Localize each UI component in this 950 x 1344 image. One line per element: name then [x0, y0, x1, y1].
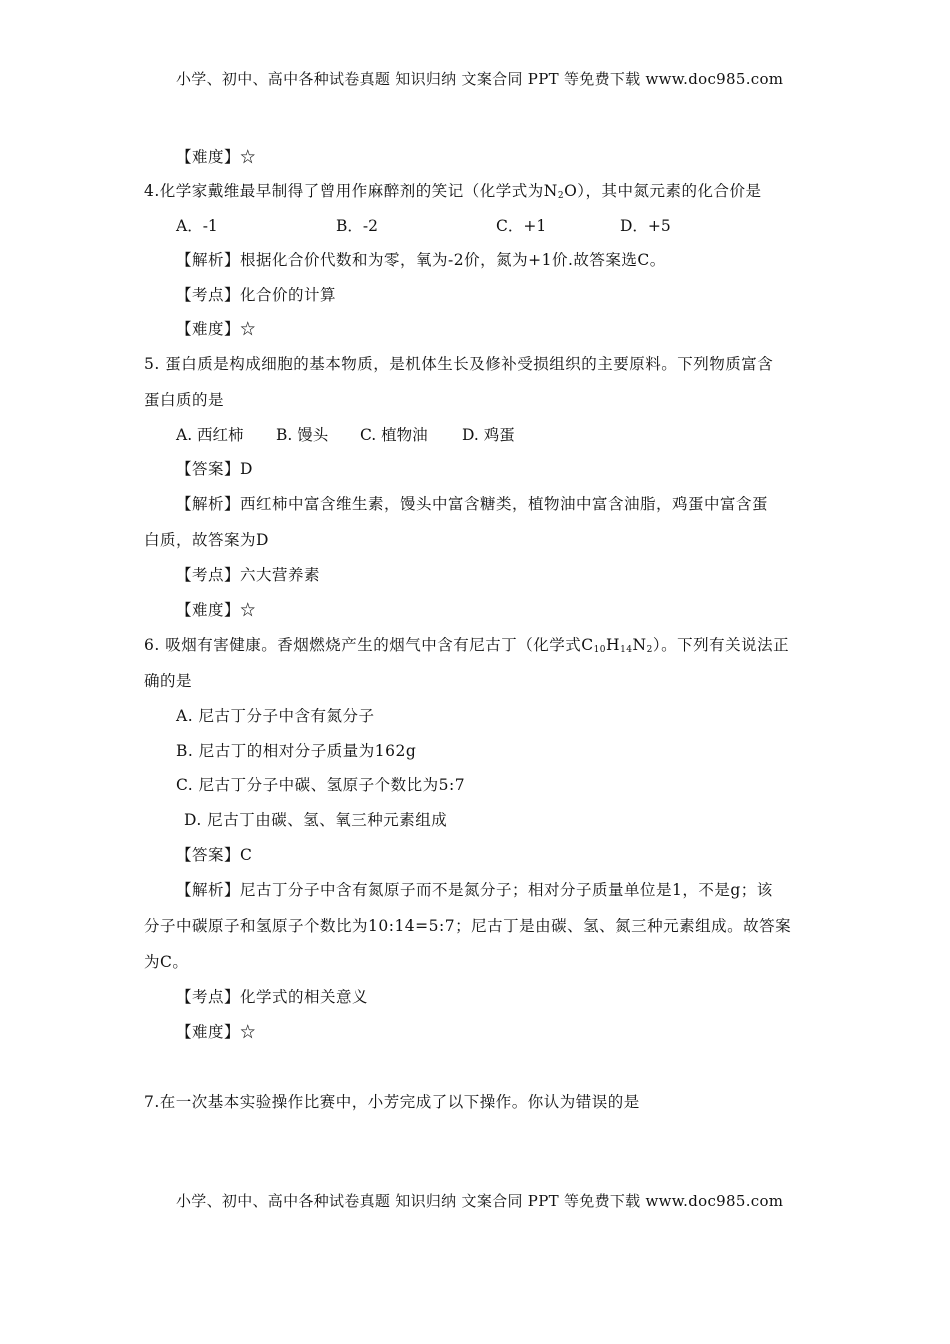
q6-option-b: B. 尼古丁的相对分子质量为162g [176, 742, 417, 760]
q4-option-c: C．+1 [496, 217, 547, 235]
q5-point: 【考点】六大营养素 [176, 566, 321, 584]
q5-option-a: A. 西红柿 [176, 426, 244, 444]
q4-option-b: B．-2 [336, 217, 378, 235]
q6-analysis-line1: 【解析】尼古丁分子中含有氮原子而不是氮分子；相对分子质量单位是1，不是g；该 [176, 881, 773, 899]
q5-options [176, 425, 576, 445]
q4-point: 【考点】化合价的计算 [176, 286, 337, 304]
q4-analysis: 【解析】根据化合价代数和为零，氧为-2价，氮为+1价.故答案选C。 [176, 251, 666, 269]
q5-difficulty: 【难度】☆ [176, 601, 257, 619]
q6-answer: 【答案】C [176, 846, 253, 864]
q6-sub-nitrogen: 2 [646, 645, 653, 655]
q4-stem-subscript: 2 [557, 191, 565, 201]
q4-stem-text-end: O），其中氮元素的化合价是 [564, 182, 762, 200]
q6-option-d: D. 尼古丁由碳、氢、氧三种元素组成 [184, 811, 448, 829]
q6-formula-h: H [606, 636, 621, 654]
q3-difficulty: 【难度】☆ [176, 148, 257, 166]
q6-option-a: A. 尼古丁分子中含有氮分子 [176, 707, 375, 725]
q6-difficulty: 【难度】☆ [176, 1023, 257, 1041]
q6-sub-hydrogen: 14 [620, 645, 633, 655]
q4-option-a: A．-1 [176, 217, 218, 235]
q5-option-c: C. 植物油 [360, 426, 428, 444]
q6-point: 【考点】化学式的相关意义 [176, 988, 369, 1006]
q5-answer: 【答案】D [176, 460, 253, 478]
q4-stem [144, 181, 762, 201]
q4-difficulty: 【难度】☆ [176, 320, 257, 338]
q4-option-d: D．+5 [620, 217, 671, 235]
page-header: 小学、初中、高中各种试卷真题 知识归纳 文案合同 PPT 等免费下载 www.doc985.com [176, 70, 784, 88]
q5-option-b: B. 馒头 [276, 426, 329, 444]
q6-stem-text: 6. 吸烟有害健康。香烟燃烧产生的烟气中含有尼古丁（化学式C [144, 636, 594, 654]
q4-stem-text: 4.化学家戴维最早制得了曾用作麻醉剂的笑记（化学式为N [144, 182, 558, 200]
q6-formula-n: N [632, 636, 647, 654]
q5-analysis-line2: 白质，故答案为D [144, 531, 269, 549]
q7-stem: 7.在一次基本实验操作比赛中，小芳完成了以下操作。你认为错误的是 [144, 1093, 640, 1111]
q6-sub-carbon: 10 [593, 645, 607, 655]
q4-options [176, 216, 736, 236]
q6-stem-line2: 确的是 [144, 672, 193, 690]
page-footer: 小学、初中、高中各种试卷真题 知识归纳 文案合同 PPT 等免费下载 www.doc985.com [176, 1192, 784, 1210]
q6-stem-text-end: ）。下列有关说法正 [652, 636, 790, 654]
q5-analysis-line1: 【解析】西红柿中富含维生素，馒头中富含糖类，植物油中富含油脂，鸡蛋中富含蛋 [176, 495, 769, 513]
q6-option-c: C. 尼古丁分子中碳、氢原子个数比为5:7 [176, 776, 466, 794]
q6-analysis-line3: 为C。 [144, 953, 189, 971]
q6-analysis-line2: 分子中碳原子和氢原子个数比为10:14=5:7；尼古丁是由碳、氢、氮三种元素组成。故答案 [144, 917, 792, 935]
q6-stem [144, 635, 789, 655]
q5-stem-line1: 5. 蛋白质是构成细胞的基本物质，是机体生长及修补受损组织的主要原料。下列物质富含 [144, 355, 774, 373]
q5-stem-line2: 蛋白质的是 [144, 391, 225, 409]
q5-option-d: D. 鸡蛋 [462, 426, 515, 444]
